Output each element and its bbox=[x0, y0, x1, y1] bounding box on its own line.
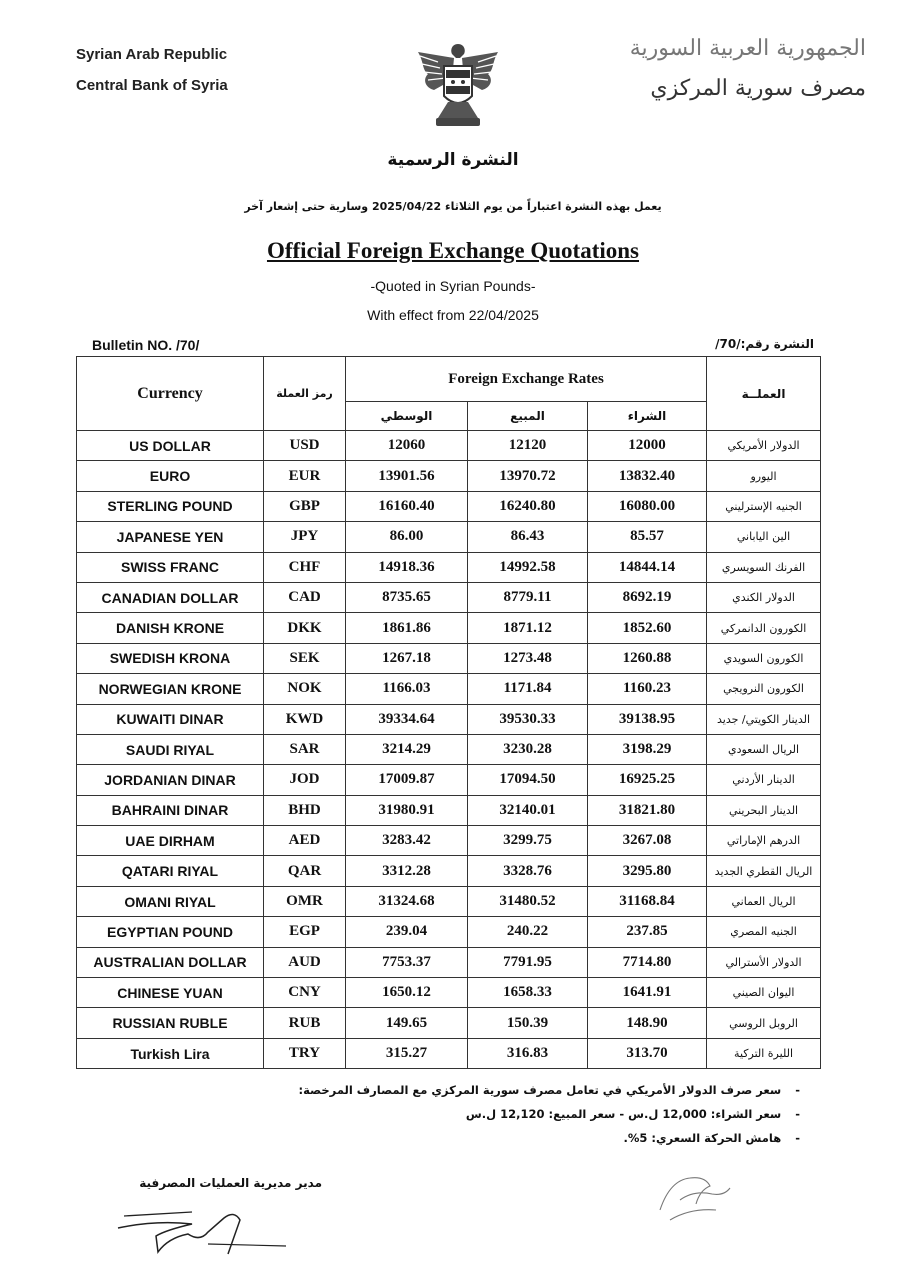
rate-buy: 237.85 bbox=[588, 917, 707, 947]
rate-buy: 3198.29 bbox=[588, 734, 707, 764]
header-code-ar: رمز العملة bbox=[264, 357, 346, 431]
rate-middle: 16160.40 bbox=[346, 491, 468, 521]
rate-sell: 316.83 bbox=[468, 1038, 588, 1068]
currency-name: NORWEGIAN KRONE bbox=[77, 674, 264, 704]
rate-middle: 14918.36 bbox=[346, 552, 468, 582]
currency-code: SEK bbox=[264, 643, 346, 673]
org-name-ar-line1: الجمهورية العربية السورية bbox=[629, 36, 866, 61]
header-rates-group: Foreign Exchange Rates bbox=[346, 357, 707, 402]
rate-buy: 31168.84 bbox=[588, 886, 707, 916]
currency-code: CNY bbox=[264, 978, 346, 1008]
currency-name: STERLING POUND bbox=[77, 491, 264, 521]
rate-middle: 3283.42 bbox=[346, 826, 468, 856]
rate-sell: 13970.72 bbox=[468, 461, 588, 491]
rate-middle: 17009.87 bbox=[346, 765, 468, 795]
table-row bbox=[77, 491, 821, 521]
eagle-emblem-icon bbox=[408, 40, 508, 132]
currency-code: KWD bbox=[264, 704, 346, 734]
currency-name: SAUDI RIYAL bbox=[77, 734, 264, 764]
table-row bbox=[77, 826, 821, 856]
header-buy: الشراء bbox=[588, 402, 707, 431]
rate-middle: 1650.12 bbox=[346, 978, 468, 1008]
table-row bbox=[77, 522, 821, 552]
currency-name-ar: الدينار البحريني bbox=[707, 795, 821, 825]
header-middle: الوسطي bbox=[346, 402, 468, 431]
currency-name: Turkish Lira bbox=[77, 1038, 264, 1068]
rate-sell: 32140.01 bbox=[468, 795, 588, 825]
currency-name-ar: الكورون السويدي bbox=[707, 643, 821, 673]
currency-name: SWISS FRANC bbox=[77, 552, 264, 582]
currency-name-ar: الكورون النرويجي bbox=[707, 674, 821, 704]
currency-name-ar: الدينار الكويتي/ جديد bbox=[707, 704, 821, 734]
currency-name-ar: الين الياباني bbox=[707, 522, 821, 552]
currency-name-ar: اليوان الصيني bbox=[707, 978, 821, 1008]
bulletin-number-en: Bulletin NO. /70/ bbox=[92, 337, 200, 353]
rate-sell: 8779.11 bbox=[468, 582, 588, 612]
rate-middle: 31324.68 bbox=[346, 886, 468, 916]
currency-code: GBP bbox=[264, 491, 346, 521]
rate-buy: 313.70 bbox=[588, 1038, 707, 1068]
signatory-title: مدير مديرية العمليات المصرفية bbox=[139, 1176, 322, 1190]
rate-buy: 39138.95 bbox=[588, 704, 707, 734]
org-name-en-line1: Syrian Arab Republic bbox=[76, 46, 228, 63]
currency-code: QAR bbox=[264, 856, 346, 886]
currency-name: BAHRAINI DINAR bbox=[77, 795, 264, 825]
rate-buy: 13832.40 bbox=[588, 461, 707, 491]
rate-sell: 14992.58 bbox=[468, 552, 588, 582]
rate-middle: 8735.65 bbox=[346, 582, 468, 612]
currency-name: EGYPTIAN POUND bbox=[77, 917, 264, 947]
currency-name: AUSTRALIAN DOLLAR bbox=[77, 947, 264, 977]
rate-sell: 1273.48 bbox=[468, 643, 588, 673]
note-margin: هامش الحركة السعري: 5%. bbox=[623, 1131, 782, 1145]
rate-middle: 31980.91 bbox=[346, 795, 468, 825]
rate-sell: 16240.80 bbox=[468, 491, 588, 521]
table-row bbox=[77, 582, 821, 612]
rate-buy: 1641.91 bbox=[588, 978, 707, 1008]
signature-icon bbox=[96, 1194, 296, 1264]
rate-sell: 7791.95 bbox=[468, 947, 588, 977]
table-row bbox=[77, 856, 821, 886]
currency-code: EUR bbox=[264, 461, 346, 491]
note-usd-rate: سعر صرف الدولار الأمريكي في تعامل مصرف سورية المركزي مع المصارف المرخصة: bbox=[298, 1083, 782, 1097]
currency-code: OMR bbox=[264, 886, 346, 916]
table-row bbox=[77, 1038, 821, 1068]
rate-buy: 3295.80 bbox=[588, 856, 707, 886]
currency-name: UAE DIRHAM bbox=[77, 826, 264, 856]
rate-sell: 1171.84 bbox=[468, 674, 588, 704]
currency-name: SWEDISH KRONA bbox=[77, 643, 264, 673]
rate-middle: 1166.03 bbox=[346, 674, 468, 704]
table-row bbox=[77, 765, 821, 795]
rate-middle: 3214.29 bbox=[346, 734, 468, 764]
currency-name: JAPANESE YEN bbox=[77, 522, 264, 552]
currency-code: SAR bbox=[264, 734, 346, 764]
table-row bbox=[77, 674, 821, 704]
rate-sell: 17094.50 bbox=[468, 765, 588, 795]
currency-name: DANISH KRONE bbox=[77, 613, 264, 643]
currency-code: NOK bbox=[264, 674, 346, 704]
currency-name-ar: الكورون الدانمركي bbox=[707, 613, 821, 643]
currency-name-ar: الجنيه الإسترليني bbox=[707, 491, 821, 521]
org-name-ar-line2: مصرف سورية المركزي bbox=[650, 76, 866, 101]
currency-name: JORDANIAN DINAR bbox=[77, 765, 264, 795]
rate-sell: 3299.75 bbox=[468, 826, 588, 856]
table-row bbox=[77, 978, 821, 1008]
effect-date: With effect from 22/04/2025 bbox=[367, 307, 539, 323]
rate-buy: 16925.25 bbox=[588, 765, 707, 795]
currency-name-ar: الجنيه المصري bbox=[707, 917, 821, 947]
rate-buy: 1260.88 bbox=[588, 643, 707, 673]
rate-buy: 31821.80 bbox=[588, 795, 707, 825]
currency-name-ar: الدولار الأمريكي bbox=[707, 431, 821, 461]
currency-code: USD bbox=[264, 431, 346, 461]
rate-middle: 12060 bbox=[346, 431, 468, 461]
rate-middle: 1861.86 bbox=[346, 613, 468, 643]
rate-middle: 13901.56 bbox=[346, 461, 468, 491]
rate-sell: 3328.76 bbox=[468, 856, 588, 886]
currency-code: TRY bbox=[264, 1038, 346, 1068]
stamp-icon bbox=[650, 1160, 740, 1230]
bulletin-number-ar: النشرة رقم:/70/ bbox=[715, 337, 814, 351]
currency-name-ar: الريال السعودي bbox=[707, 734, 821, 764]
currency-name: EURO bbox=[77, 461, 264, 491]
currency-name-ar: اليورو bbox=[707, 461, 821, 491]
header-currency-ar: العملــة bbox=[707, 357, 821, 431]
currency-name-ar: الروبل الروسي bbox=[707, 1008, 821, 1038]
rate-middle: 239.04 bbox=[346, 917, 468, 947]
rate-sell: 1871.12 bbox=[468, 613, 588, 643]
rate-middle: 315.27 bbox=[346, 1038, 468, 1068]
rate-sell: 240.22 bbox=[468, 917, 588, 947]
rate-middle: 3312.28 bbox=[346, 856, 468, 886]
rate-sell: 86.43 bbox=[468, 522, 588, 552]
table-row bbox=[77, 947, 821, 977]
exchange-rates-table bbox=[76, 356, 821, 1069]
note-buy-sell: سعر الشراء: 12,000 ل.س - سعر المبيع: 12,120 ل.س bbox=[465, 1107, 782, 1121]
currency-code: BHD bbox=[264, 795, 346, 825]
currency-name-ar: الدولار الكندي bbox=[707, 582, 821, 612]
currency-name-ar: الريال القطري الجديد bbox=[707, 856, 821, 886]
currency-code: EGP bbox=[264, 917, 346, 947]
rate-sell: 3230.28 bbox=[468, 734, 588, 764]
currency-name-ar: الدولار الأسترالي bbox=[707, 947, 821, 977]
rate-buy: 1160.23 bbox=[588, 674, 707, 704]
rate-buy: 1852.60 bbox=[588, 613, 707, 643]
rate-middle: 39334.64 bbox=[346, 704, 468, 734]
rate-sell: 31480.52 bbox=[468, 886, 588, 916]
header-currency: Currency bbox=[77, 357, 264, 431]
rate-buy: 7714.80 bbox=[588, 947, 707, 977]
currency-name: CANADIAN DOLLAR bbox=[77, 582, 264, 612]
table-row bbox=[77, 795, 821, 825]
org-name-en-line2: Central Bank of Syria bbox=[76, 77, 228, 94]
rate-buy: 14844.14 bbox=[588, 552, 707, 582]
arabic-effect-note: يعمل بهذه النشرة اعتباراً من يوم الثلاثاء 2025/04/22 وسارية حتى إشعار آخر bbox=[244, 200, 662, 213]
rate-buy: 85.57 bbox=[588, 522, 707, 552]
currency-code: AUD bbox=[264, 947, 346, 977]
currency-code: JOD bbox=[264, 765, 346, 795]
currency-name: KUWAITI DINAR bbox=[77, 704, 264, 734]
currency-name-ar: الدينار الأردني bbox=[707, 765, 821, 795]
rate-buy: 148.90 bbox=[588, 1008, 707, 1038]
currency-name: US DOLLAR bbox=[77, 431, 264, 461]
table-row bbox=[77, 1008, 821, 1038]
table-row bbox=[77, 704, 821, 734]
rate-middle: 7753.37 bbox=[346, 947, 468, 977]
table-row bbox=[77, 552, 821, 582]
table-row bbox=[77, 734, 821, 764]
rate-middle: 1267.18 bbox=[346, 643, 468, 673]
table-row bbox=[77, 461, 821, 491]
notes-block: -سعر صرف الدولار الأمريكي في تعامل مصرف سورية المركزي مع المصارف المرخصة: -سعر الشراء: 12,000 ل.س - سعر المبيع: 12,120 ل.س -هامش الحركة السعري: 5%. bbox=[298, 1083, 800, 1145]
table-row bbox=[77, 431, 821, 461]
quoted-note: -Quoted in Syrian Pounds- bbox=[370, 278, 536, 294]
currency-name-ar: الريال العماني bbox=[707, 886, 821, 916]
table-row bbox=[77, 917, 821, 947]
currency-name: OMANI RIYAL bbox=[77, 886, 264, 916]
rate-buy: 12000 bbox=[588, 431, 707, 461]
currency-code: CAD bbox=[264, 582, 346, 612]
rate-buy: 3267.08 bbox=[588, 826, 707, 856]
rate-sell: 39530.33 bbox=[468, 704, 588, 734]
rate-buy: 8692.19 bbox=[588, 582, 707, 612]
currency-name-ar: الدرهم الإماراتي bbox=[707, 826, 821, 856]
currency-code: AED bbox=[264, 826, 346, 856]
currency-code: CHF bbox=[264, 552, 346, 582]
table-row bbox=[77, 613, 821, 643]
currency-name: QATARI RIYAL bbox=[77, 856, 264, 886]
rate-sell: 12120 bbox=[468, 431, 588, 461]
currency-name: RUSSIAN RUBLE bbox=[77, 1008, 264, 1038]
currency-code: RUB bbox=[264, 1008, 346, 1038]
currency-code: JPY bbox=[264, 522, 346, 552]
rate-middle: 86.00 bbox=[346, 522, 468, 552]
header-sell: المبيع bbox=[468, 402, 588, 431]
currency-code: DKK bbox=[264, 613, 346, 643]
currency-name: CHINESE YUAN bbox=[77, 978, 264, 1008]
table-row bbox=[77, 643, 821, 673]
table-row bbox=[77, 886, 821, 916]
page-title: Official Foreign Exchange Quotations bbox=[266, 238, 640, 263]
rate-buy: 16080.00 bbox=[588, 491, 707, 521]
rate-middle: 149.65 bbox=[346, 1008, 468, 1038]
arabic-title: النشرة الرسمية bbox=[387, 150, 519, 170]
rate-sell: 1658.33 bbox=[468, 978, 588, 1008]
currency-name-ar: الفرنك السويسري bbox=[707, 552, 821, 582]
currency-name-ar: الليرة التركية bbox=[707, 1038, 821, 1068]
rate-sell: 150.39 bbox=[468, 1008, 588, 1038]
